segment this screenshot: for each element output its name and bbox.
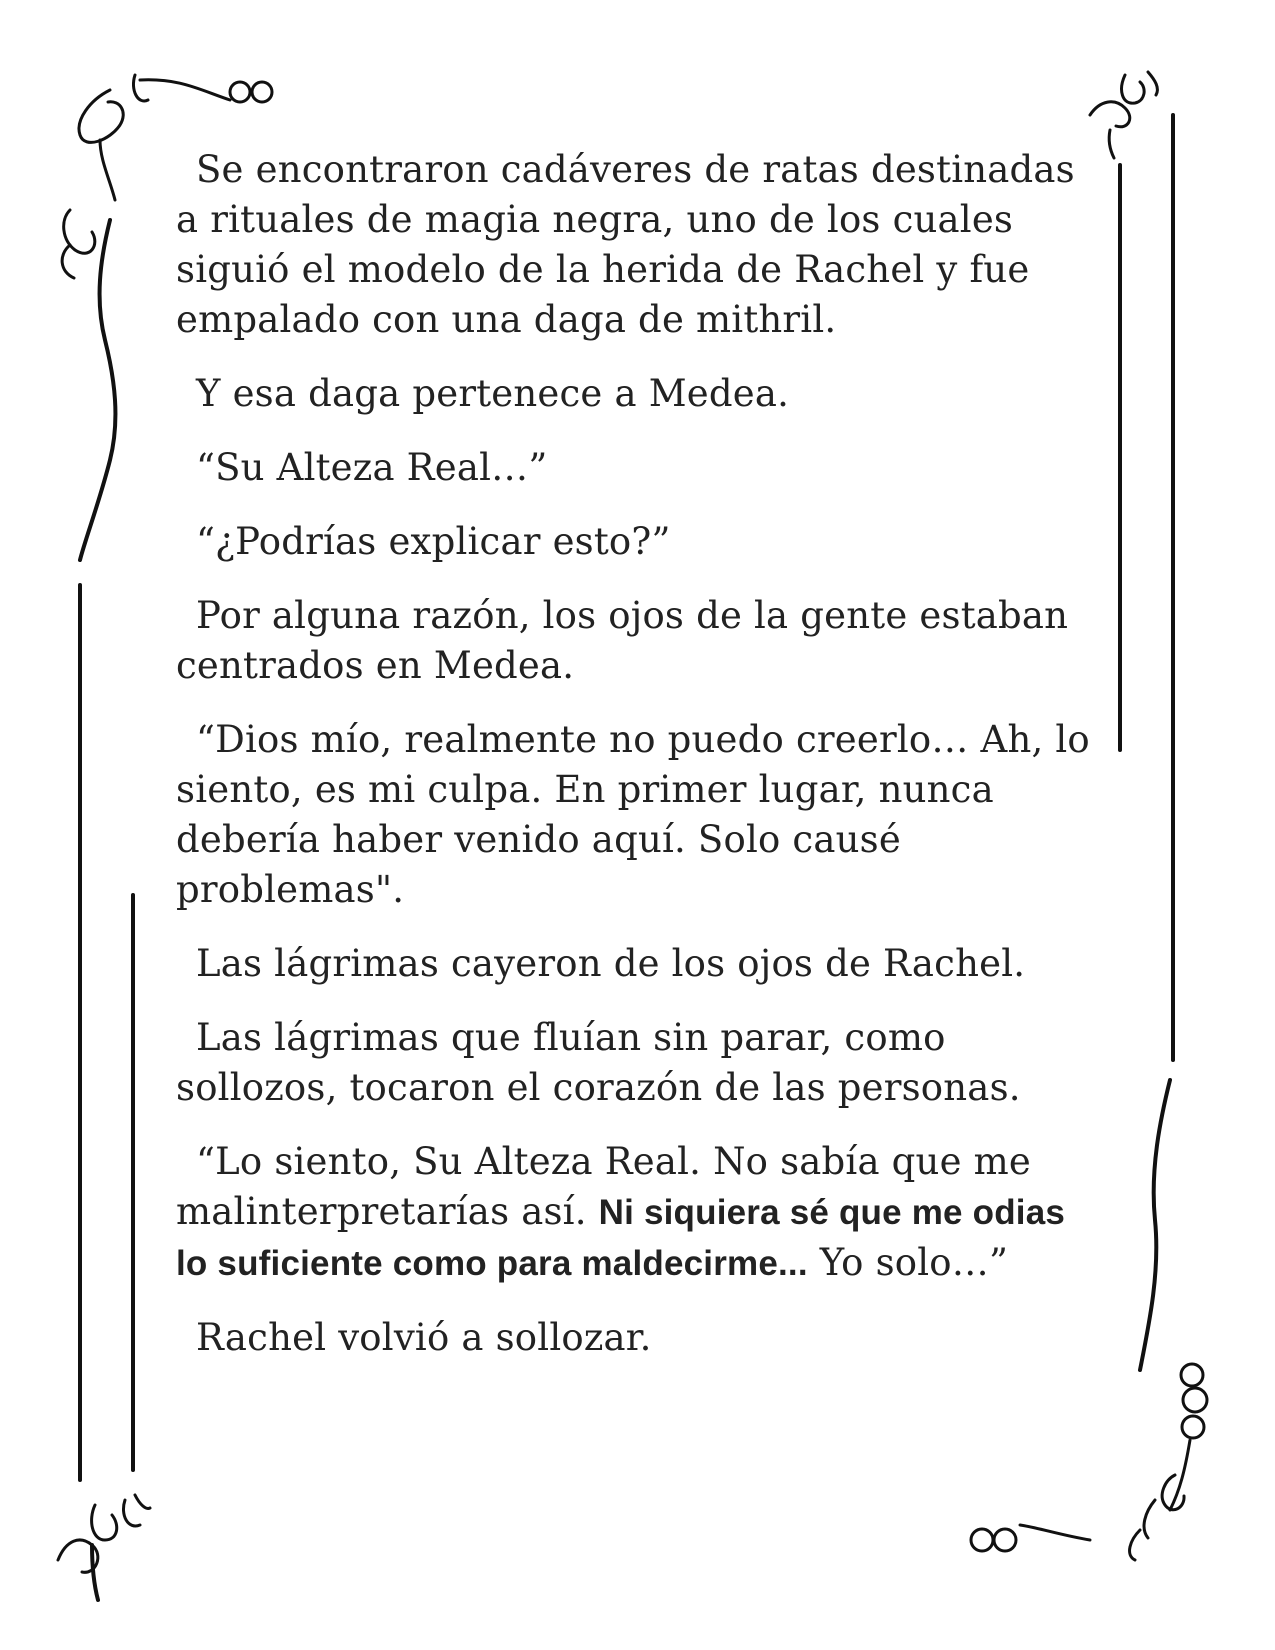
paragraph: “Dios mío, realmente no puedo creerlo… Ah, lo siento, es mi culpa. En primer lugar, nunca debería haber venido aquí. Solo causé problemas". [176,718,1090,911]
paragraph: Por alguna razón, los ojos de la gente estaban centrados en Medea. [176,594,1069,687]
paragraph: Se encontraron cadáveres de ratas destinadas a rituales de magia negra, uno de los cuales siguió el modelo de la herida de Rachel y fue empalado con una daga de mithril. [176,148,1075,341]
paragraph: Las lágrimas que fluían sin parar, como sollozos, tocaron el corazón de las personas. [176,1016,1021,1109]
paragraph: Y esa daga pertenece a Medea. [196,372,790,415]
paragraph-text-after: Yo solo…” [807,1241,1009,1284]
flourish-bottom-left [58,1495,150,1600]
paragraph: Las lágrimas cayeron de los ojos de Rachel. [196,942,1026,985]
paragraph-mixed [176,1137,1106,1289]
paragraph: “¿Podrías explicar esto?” [196,520,671,563]
paragraph: Rachel volvió a sollozar. [196,1316,652,1359]
paragraph: “Su Alteza Real…” [196,446,548,489]
page-text [176,145,1106,1387]
paragraph-bold-text: Ni siquiera sé que me odias lo suficiente como para maldecirme... [176,1193,1066,1283]
paragraph-text-before: “Lo siento, Su Alteza Real. No sabía que me malinterpretarías así. [176,1140,1032,1233]
